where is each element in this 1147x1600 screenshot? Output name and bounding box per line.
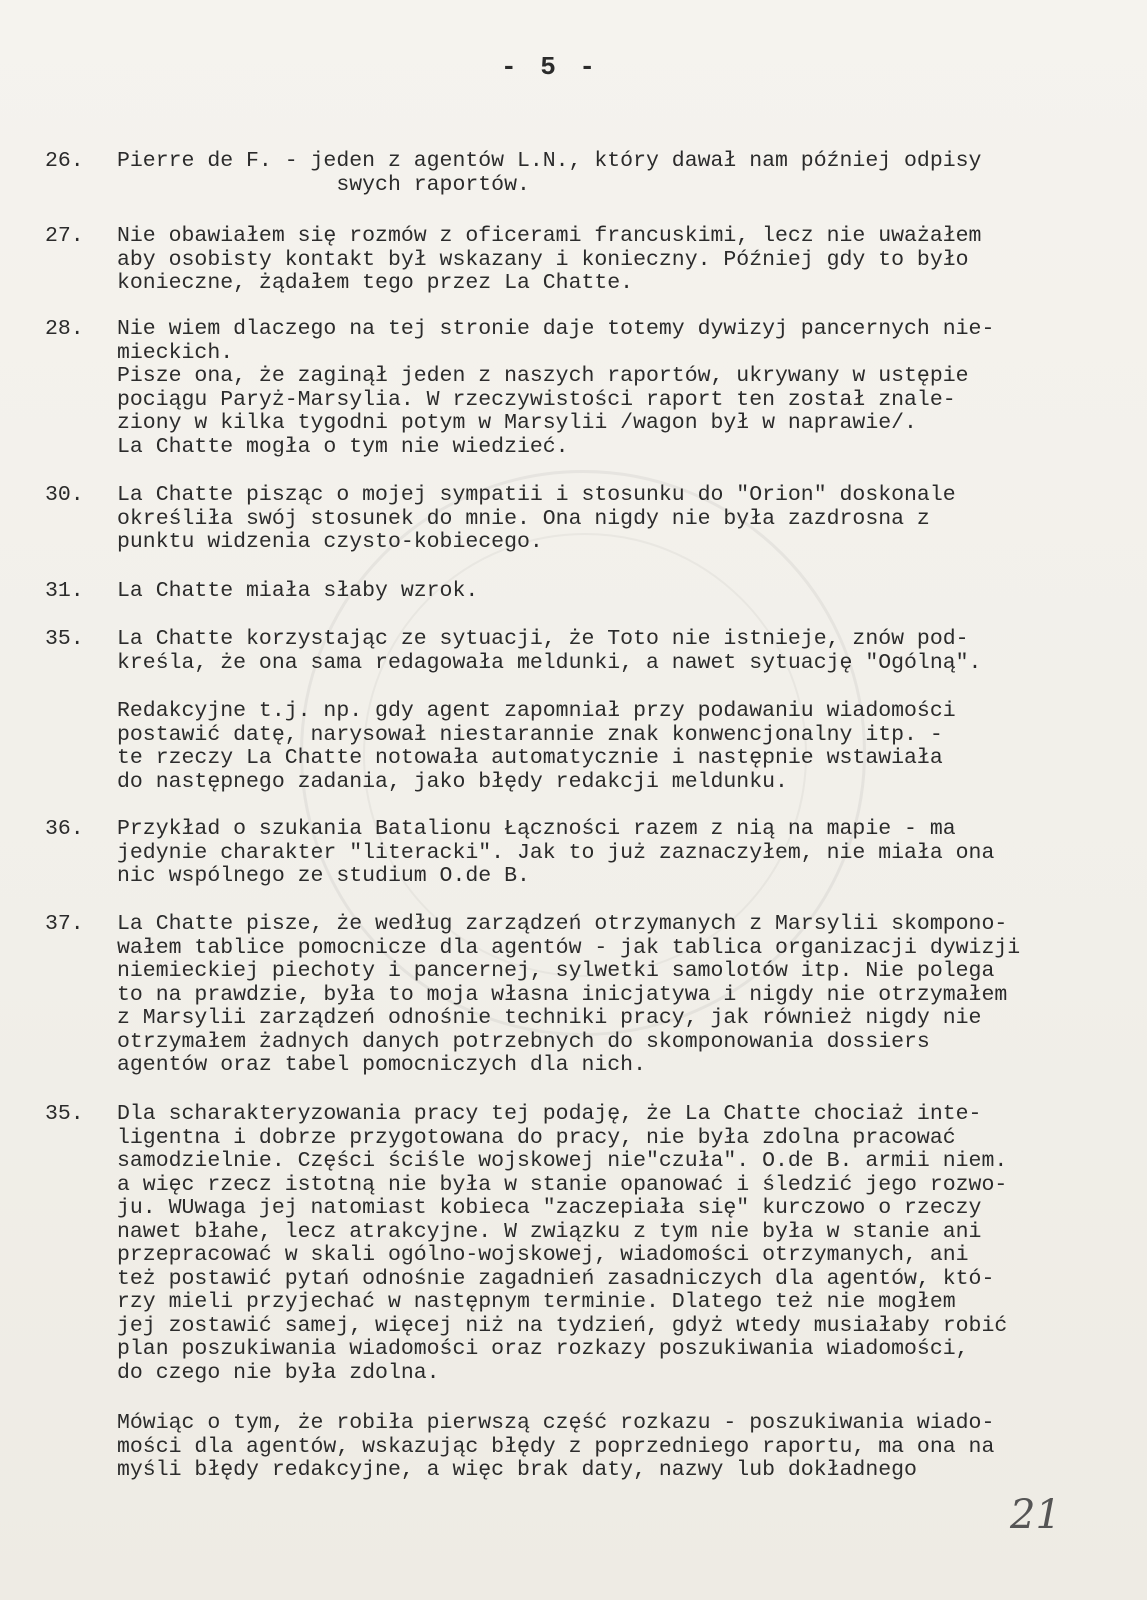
entry-text — [117, 150, 1107, 197]
text-line: z Marsylii zarządzeń odnośnie techniki pracy, jak również nigdy nie — [117, 1006, 982, 1030]
text-line: te rzeczy La Chatte notowała automatycznie i następnie wstawiała — [117, 746, 943, 770]
entry-text — [117, 628, 1107, 675]
entry-number: 35. — [45, 1102, 84, 1126]
text-line: myśli błędy redakcyjne, a więc brak daty, nazwy lub dokładnego — [117, 1458, 917, 1482]
text-line: ju. WUwaga jej natomiast kobieca "zaczepiała się" kurczowo o rzeczy — [117, 1196, 982, 1220]
entry-text — [117, 318, 1107, 459]
entry-number: 30. — [45, 483, 84, 507]
entry-number: 35. — [45, 627, 84, 651]
paragraph-redakcyjne — [117, 700, 1107, 794]
text-line: La Chatte pisze, że według zarządzeń otrzymanych z Marsylii skompono- — [117, 912, 1008, 936]
text-line: Nie obawiałem się rozmów z oficerami francuskimi, lecz nie uważałem — [117, 224, 982, 248]
entry-number: 36. — [45, 817, 84, 841]
text-line: aby osobisty kontakt był wskazany i konieczny. Później gdy to było — [117, 247, 969, 272]
text-line: nawet błahe, lecz atrakcyjne. W związku z tym nie była w stanie ani — [117, 1219, 982, 1244]
text-line: nic wspólnego ze studium O.de B. — [117, 864, 530, 888]
paragraph-mowiac — [117, 1412, 1107, 1483]
text-line: mości dla agentów, wskazując błędy z poprzedniego raportu, ma ona na — [117, 1434, 995, 1459]
text-line: Dla scharakteryzowania pracy tej podaję, że La Chatte chociaż inte- — [117, 1102, 982, 1126]
text-line: pociągu Paryż-Marsylia. W rzeczywistości raport ten został znale- — [117, 387, 956, 412]
text-line: do czego nie była zdolna. — [117, 1360, 440, 1385]
entry-text — [117, 580, 1107, 604]
text-line: określiła swój stosunek do mnie. Ona nigdy nie była zazdrosna z — [117, 506, 930, 531]
entry-text — [117, 225, 1107, 296]
text-line: ziony w kilka tygodni potym w Marsylii /wagon był w naprawie/. — [117, 411, 917, 435]
entry-text — [117, 913, 1107, 1078]
text-line: otrzymałem żadnych danych potrzebnych do skomponowania dossiers — [117, 1029, 930, 1054]
text-line: plan poszukiwania wiadomości oraz rozkazy poszukiwania wiadomości, — [117, 1337, 969, 1361]
text-line: Pierre de F. - jeden z agentów L.N., który dawał nam później odpisy — [117, 149, 982, 173]
text-line: Nie wiem dlaczego na tej stronie daje totemy dywizyj pancernych nie- — [117, 317, 995, 341]
text-line: Redakcyjne t.j. np. gdy agent zapomniał przy podawaniu wiadomości — [117, 699, 956, 723]
text-line: La Chatte pisząc o mojej sympatii i stosunku do "Orion" doskonale — [117, 483, 956, 507]
text-line: agentów oraz tabel pomocniczych dla nich. — [117, 1053, 646, 1077]
text-line: samodzielnie. Części ściśle wojskowej nie"czuła". O.de B. armii niem. — [117, 1149, 1008, 1173]
text-line: przepracować w skali ogólno-wojskowej, wiadomości otrzymanych, ani — [117, 1243, 969, 1267]
text-line: kreśla, że ona sama redagowała meldunki, a nawet sytuację "Ogólną". — [117, 650, 982, 675]
text-line: Przykład o szukania Batalionu Łączności razem z nią na mapie - ma — [117, 817, 956, 841]
entry-text — [117, 1103, 1107, 1385]
entry-number: 31. — [45, 579, 84, 603]
text-line: a więc rzecz istotną nie była w stanie opanować i śledzić jego rozwo- — [117, 1172, 1008, 1197]
text-line: La Chatte mogła o tym nie wiedzieć. — [117, 434, 569, 459]
handwritten-page-number: 21 — [1010, 1492, 1061, 1538]
text-line: to na prawdzie, była to moja własna inicjatywa i nigdy nie otrzymałem — [117, 982, 1008, 1007]
text-line: La Chatte miała słaby wzrok. — [117, 579, 479, 603]
text-line: postawić datę, narysował niestarannie znak konwencjonalny itp. - — [117, 722, 943, 747]
text-line: La Chatte korzystając ze sytuacji, że Toto nie istnieje, znów pod- — [117, 627, 969, 651]
text-line: punktu widzenia czysto-kobiecego. — [117, 530, 543, 554]
text-line: niemieckiej piechoty i pancernej, sylwetki samolotów itp. Nie polega — [117, 959, 995, 983]
text-line: Pisze ona, że zaginął jeden z naszych raportów, ukrywany w ustępie — [117, 364, 969, 388]
entry-number: 26. — [45, 149, 84, 173]
text-line: rzy mieli przyjechać w następnym terminie. Dlatego też nie mogłem — [117, 1290, 956, 1314]
text-line: mieckich. — [117, 340, 234, 365]
entry-number: 37. — [45, 912, 84, 936]
text-line: wałem tablice pomocnicze dla agentów - jak tablica organizacji dywizji — [117, 935, 1021, 960]
text-line: też postawić pytań odnośnie zagadnień zasadniczych dla agentów, któ- — [117, 1266, 995, 1291]
text-line: ligentna i dobrze przygotowana do pracy, nie była zdolna pracować — [117, 1125, 956, 1150]
text-line: swych raportów. — [117, 172, 530, 197]
text-line: jej zostawić samej, więcej niż na tydzień, gdyż wtedy musiałaby robić — [117, 1313, 1008, 1338]
entry-text — [117, 818, 1107, 889]
entry-number: 27. — [45, 224, 84, 248]
text-line: do następnego zadania, jako błędy redakcji meldunku. — [117, 769, 788, 794]
text-line: Mówiąc o tym, że robiła pierwszą część rozkazu - poszukiwania wiado- — [117, 1411, 995, 1435]
page-number: - 5 - — [500, 52, 599, 82]
entry-number: 28. — [45, 317, 84, 341]
text-line: konieczne, żądałem tego przez La Chatte. — [117, 271, 634, 295]
entry-text — [117, 484, 1107, 555]
text-line: jedynie charakter "literacki". Jak to już zaznaczyłem, nie miała ona — [117, 840, 995, 865]
